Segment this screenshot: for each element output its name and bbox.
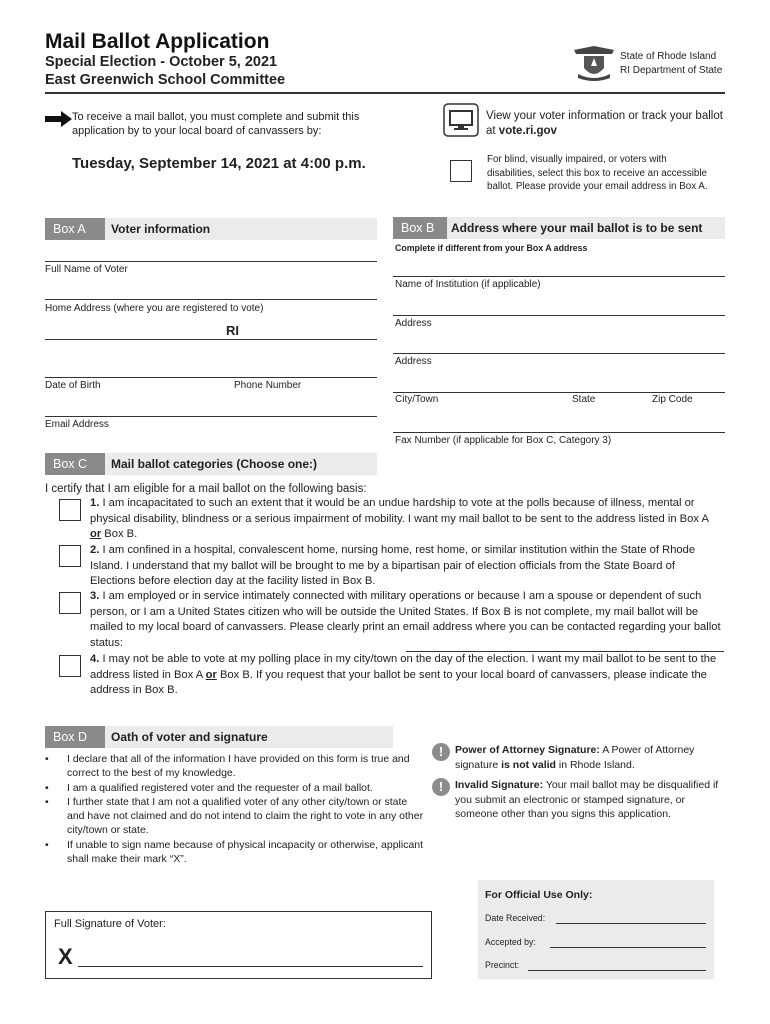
page-title: Mail Ballot Application xyxy=(45,30,270,53)
certify-statement: I certify that I am eligible for a mail ballot on the following basis: xyxy=(45,483,367,495)
address-line-2[interactable] xyxy=(393,353,725,354)
full-name-label: Full Name of Voter xyxy=(45,264,128,275)
box-c-tag: Box C xyxy=(45,453,105,475)
box-c-header xyxy=(45,453,377,475)
email-label: Email Address xyxy=(45,419,109,430)
address-line-1[interactable] xyxy=(393,315,725,316)
category-3-text xyxy=(90,589,722,651)
city-state-zip-line[interactable] xyxy=(393,392,725,393)
vote-info-text xyxy=(486,109,726,139)
state-label: State xyxy=(572,394,596,405)
box-d-label: Oath of voter and signature xyxy=(111,730,268,744)
fax-label: Fax Number (if applicable for Box C, Category 3) xyxy=(395,435,612,446)
category-2-body: I am confined in a hospital, convalescent home, nursing home, rest home, or similar institution within the State of Rhode Island. I understand that my ballot will be brought to me by a bipartisan pair of election officials from the State Board of Elections before election day at the facility listed in Box B. xyxy=(90,544,696,588)
official-use-box xyxy=(478,880,714,979)
phone-label: Phone Number xyxy=(234,380,302,391)
precinct-label: Precinct: xyxy=(485,960,520,970)
box-c-label: Mail ballot categories (Choose one:) xyxy=(111,457,318,471)
poa-title: Power of Attorney Signature: xyxy=(455,744,600,756)
zip-label: Zip Code xyxy=(652,394,693,405)
signature-line[interactable] xyxy=(78,966,423,967)
poa-text: A Power of Attorney signature xyxy=(455,744,695,771)
invalid-signature-note xyxy=(455,778,720,822)
box-d-header xyxy=(45,726,393,748)
category-3-checkbox[interactable] xyxy=(59,592,81,614)
accessible-ballot-checkbox[interactable] xyxy=(450,160,472,182)
vote-ri-gov-link[interactable]: vote.ri.gov xyxy=(498,125,557,137)
box-b-note: Complete if different from your Box A address xyxy=(395,243,588,253)
power-of-attorney-note xyxy=(455,743,720,772)
category-4-number: 4. xyxy=(90,653,100,665)
signature-label: Full Signature of Voter: xyxy=(54,918,166,930)
home-address-line-2[interactable] xyxy=(45,339,377,340)
header-divider xyxy=(45,92,725,94)
accessible-ballot-text: For blind, visually impaired, or voters with disabilities, select this box to receive an accessible ballot. Please provide your email address in Box A. xyxy=(487,154,708,192)
oath-item: • I declare that all of the information I have provided on this form is true and correct to the best of my knowledge. xyxy=(45,752,425,781)
full-name-line[interactable] xyxy=(45,261,377,262)
category-1-body: I am incapacitated to such an extent that it would be an undue hardship to vote at the polls because of illness, mental or physical disability, blindness or a serious impairment of mobility. I want my mail ballot to be sent to the address listed in Box A xyxy=(90,497,709,525)
state-department-label xyxy=(620,50,722,78)
oath-list xyxy=(45,752,425,866)
home-address-label: Home Address (where you are registered to vote) xyxy=(45,303,264,314)
institution-line[interactable] xyxy=(393,276,725,277)
category-4-or: or xyxy=(205,668,217,681)
box-b-label: Address where your mail ballot is to be sent xyxy=(451,221,703,235)
state-ri: RI xyxy=(226,323,239,338)
category-4-end: Box B. If you request that your ballot be sent to your local board of canvassers, please indicate the address in Box B. xyxy=(90,668,707,697)
dob-label: Date of Birth xyxy=(45,380,101,391)
submission-instructions: To receive a mail ballot, you must complete and submit this application by to your local board of canvassers by: xyxy=(72,111,360,137)
fax-line[interactable] xyxy=(393,432,725,433)
category-4-body: I may not be able to vote at my polling place in my city/town on the day of the election. I want my mail ballot to be sent to the address listed in Box A xyxy=(90,653,717,681)
category-2-number: 2. xyxy=(90,544,100,556)
box-b-header xyxy=(393,217,725,239)
box-d-tag: Box D xyxy=(45,726,105,748)
category-2-text xyxy=(90,543,722,590)
category-1-checkbox[interactable] xyxy=(59,499,81,521)
box-a-tag: Box A xyxy=(45,218,105,240)
box-b-tag: Box B xyxy=(393,217,447,239)
deadline: Tuesday, September 14, 2021 at 4:00 p.m. xyxy=(72,155,366,172)
invalid-text: Your mail ballot may be disqualified if you submit an electronic or stamped signature, or someone other than you signs this application. xyxy=(455,779,719,820)
box-a-header xyxy=(45,218,377,240)
official-use-title: For Official Use Only: xyxy=(485,889,593,901)
category-1-number: 1. xyxy=(90,497,100,509)
poa-not-valid: is not valid xyxy=(501,758,556,771)
category-1-or: or xyxy=(90,528,102,541)
category-3-body: I am employed or in service intimately connected with military operations or because I am a spouse or dependent of such person, or I am a United States citizen who will be outside the United States. If Box B is not complete, my mail ballot will be mailed to my local board of canvassers. Please clearly print an email address where you can be contacted regarding your ballot status: xyxy=(90,590,721,649)
signature-box[interactable] xyxy=(45,911,432,979)
oath-item: • If unable to sign name because of physical incapacity or otherwise, applicant shall make their mark “X”. xyxy=(45,838,425,867)
date-received-line xyxy=(556,923,706,924)
department-name: RI Department of State xyxy=(620,65,723,76)
category-4-checkbox[interactable] xyxy=(59,655,81,677)
committee-subtitle: East Greenwich School Committee xyxy=(45,72,286,88)
category-3-number: 3. xyxy=(90,590,100,602)
category-2-checkbox[interactable] xyxy=(59,545,81,567)
institution-label: Name of Institution (if applicable) xyxy=(395,279,541,290)
arrow-right-icon xyxy=(45,110,73,128)
home-address-line[interactable] xyxy=(45,299,377,300)
address-label-2: Address xyxy=(395,356,432,367)
box-a-label: Voter information xyxy=(111,222,211,236)
monitor-icon xyxy=(443,103,479,137)
email-line[interactable] xyxy=(45,416,377,417)
category-4-text xyxy=(90,652,722,699)
vote-info-prefix: View your voter information or track your ballot at xyxy=(486,110,723,137)
oath-item: • I further state that I am not a qualified voter of any other city/town or state and have not claimed and do not intend to claim the right to vote in any other city/town or state. xyxy=(45,795,425,838)
poa-text-end: in Rhode Island. xyxy=(555,758,635,771)
warning-icon: ! xyxy=(432,778,450,796)
invalid-title: Invalid Signature: xyxy=(455,779,544,791)
dob-phone-line[interactable] xyxy=(45,377,377,378)
warning-icon: ! xyxy=(432,743,450,761)
category-1-end: Box B. xyxy=(101,528,138,541)
city-label: City/Town xyxy=(395,394,439,405)
oath-item: • I am a qualified registered voter and the requester of a mail ballot. xyxy=(45,781,425,795)
date-received-label: Date Received: xyxy=(485,913,546,923)
state-name: State of Rhode Island xyxy=(620,51,717,62)
state-seal-icon xyxy=(572,44,616,82)
accepted-by-label: Accepted by: xyxy=(485,937,536,947)
address-label-1: Address xyxy=(395,318,432,329)
precinct-line xyxy=(528,970,706,971)
signature-x-mark: X xyxy=(58,944,73,969)
election-subtitle: Special Election - October 5, 2021 xyxy=(45,54,278,70)
accepted-by-line xyxy=(550,947,706,948)
category-1-text xyxy=(90,496,722,543)
